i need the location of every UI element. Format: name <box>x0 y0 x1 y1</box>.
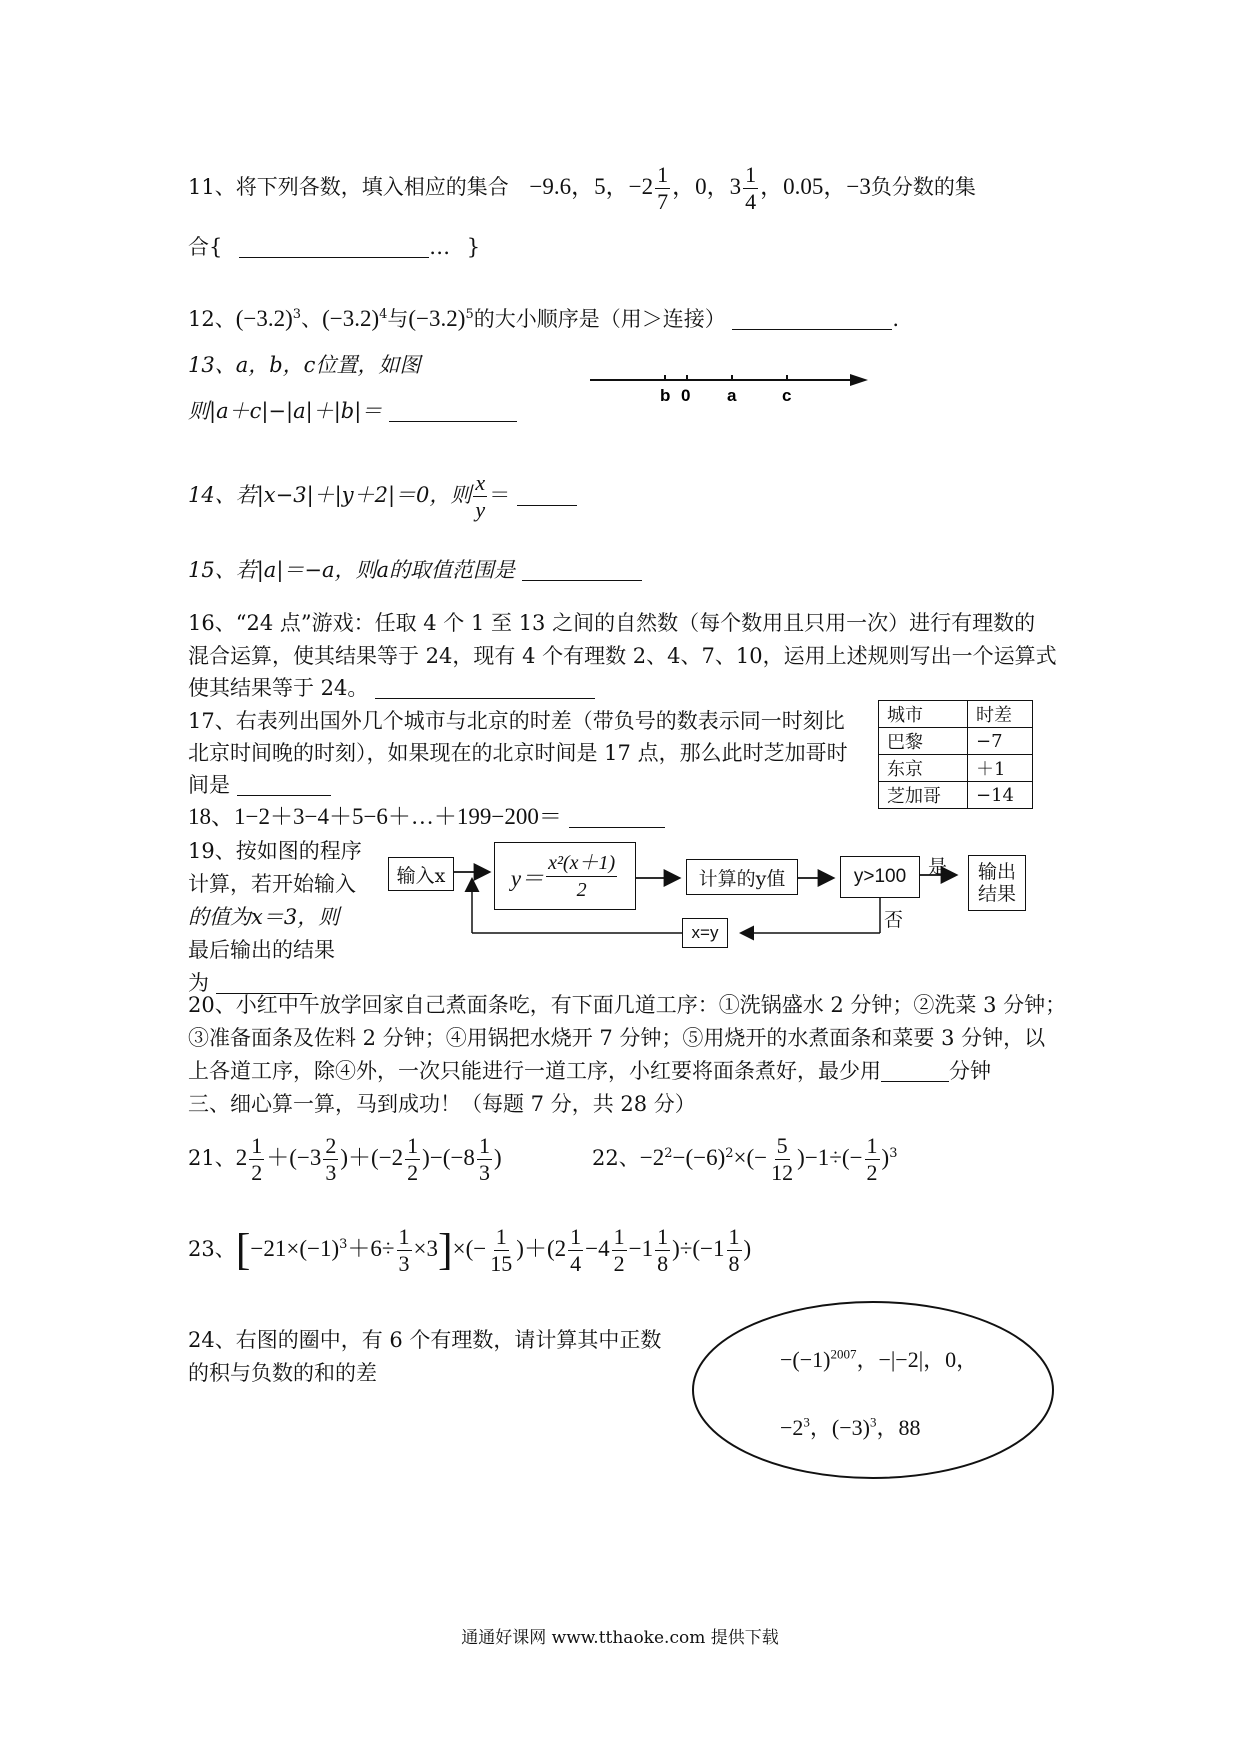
question-17-line1: 17、右表列出国外几个城市与北京的时差（带负号的数表示同一时刻比 <box>188 709 845 733</box>
flow-assign-box: x=y <box>682 918 728 948</box>
question-17-line2: 北京时间晚的时刻），如果现在的北京时间是 17 点，那么此时芝加哥时 <box>188 741 848 765</box>
question-12: 12、$(-3.2)^3$、$(-3.2)^4$与$(-3.2)^5$的大小顺序是（用＞连接） . <box>188 306 900 331</box>
question-19-line1: 19、按如图的程序 <box>188 839 362 863</box>
number-line-label-0: 0 <box>681 386 691 405</box>
time-difference-table <box>878 700 1033 809</box>
number-line-label-a: a <box>727 386 737 405</box>
section-3-title: 三、细心算一算，马到成功！（每题 7 分，共 28 分） <box>188 1092 696 1116</box>
question-20-line1: 20、小红中午放学回家自己煮面条吃，有下面几道工序：①洗锅盛水 2 分钟；②洗菜 3 分钟； <box>188 993 1067 1017</box>
answer-blank-16[interactable] <box>375 676 595 699</box>
flow-yes-label: 是 <box>928 856 948 878</box>
question-18: 18、1−2＋3−4＋5−6＋…＋199−200＝ <box>188 802 665 832</box>
table-header-city: 城市 <box>879 701 968 728</box>
ellipse-line-1: $-(-1)^{2007}$，−|−2|，0， <box>780 1346 979 1372</box>
answer-blank-12[interactable] <box>732 307 892 330</box>
question-16-line3: 使其结果等于 24。 <box>188 673 595 703</box>
question-19-line4: 最后输出的结果 <box>188 938 335 962</box>
answer-blank-13[interactable] <box>389 399 517 422</box>
question-20-line3: 上各道工序，除④外，一次只能进行一道工序，小红要将面条煮好，最少用 分钟 <box>188 1059 991 1083</box>
question-15: 15、若|a|＝−a，则a的取值范围是 <box>188 555 642 585</box>
table-row: 芝加哥 −14 <box>879 782 1033 809</box>
flow-input-box: 输入x <box>388 857 454 891</box>
table-row: 东京 ＋1 <box>879 755 1033 782</box>
number-line <box>590 365 870 410</box>
flow-formula-box: y＝ $\frac{\text{x²(x＋1)}}{2}$ <box>494 842 636 910</box>
table-row: 巴黎 −7 <box>879 728 1033 755</box>
number-line-label-b: b <box>660 386 671 405</box>
question-21: 21、2 $\frac{1}{2}$ ＋(−3 $\frac{2}{3}$ )＋(−2 $\frac{1}{2}$ )−(−8 $\frac{1}{3}$ ) <box>188 1133 502 1185</box>
flow-compute-box: 计算的y值 <box>686 859 798 895</box>
question-16-line2: 混合运算，使其结果等于 24，现有 4 个有理数 2、4、7、10，运用上述规则写出一个运算式 <box>188 644 1057 668</box>
answer-blank-11[interactable] <box>239 235 429 258</box>
question-19-line2: 计算，若开始输入 <box>188 872 356 896</box>
question-11-set: 合{ … } <box>188 235 481 259</box>
answer-blank-17[interactable] <box>237 773 331 796</box>
table-header-diff: 时差 <box>968 701 1033 728</box>
question-19-line3: 的值为x＝3，则 <box>188 905 340 929</box>
ellipse-line-2: $-2^3$，$(-3)^3$，88 <box>780 1414 921 1440</box>
question-24-line2: 的积与负数的和的差 <box>188 1361 377 1385</box>
question-13-expr: 则|a＋c|−|a|＋|b|＝ <box>188 396 517 426</box>
answer-blank-18[interactable] <box>569 805 665 828</box>
flow-condition-box: y>100 <box>840 856 920 898</box>
question-13: 13、a，b，c位置，如图 <box>188 353 421 377</box>
answer-blank-20[interactable] <box>881 1059 949 1082</box>
question-23: 23、[$-21\times(-1)^3+6\div$ $\frac{1}{3}$ ×3]×(− $\frac{1}{15}$ )＋(2 $\frac{1}{4}$ −4 $\frac{1}{2}$ −1 $\frac{1}{8}$ )÷(−1 $\frac{1}{8}$ ) <box>188 1224 752 1276</box>
flow-no-label: 否 <box>884 909 904 931</box>
question-11: 11、将下列各数，填入相应的集合 −9.6，5，−2 $\frac{1}{7}$ ，0，3 $\frac{1}{4}$ ，0.05，−3负分数的集 <box>188 162 976 214</box>
page-footer: 通通好课网 www.tthaoke.com 提供下载 <box>461 1628 779 1648</box>
flow-output-box: 输出 结果 <box>968 855 1026 911</box>
question-17-line3: 间是 <box>188 770 331 800</box>
question-16-line1: 16、“24 点”游戏：任取 4 个 1 至 13 之间的自然数（每个数用且只用一次）进行有理数的 <box>188 611 1036 635</box>
question-22: 22、$-2^2-(-6)^2\times(-$ $\frac{5}{12}$ )−1÷(− $\frac{1}{2}$ )$^3$ <box>592 1133 898 1185</box>
question-20-line2: ③准备面条及佐料 2 分钟；④用锅把水烧开 7 分钟；⑤用烧开的水煮面条和菜要 3 分钟，以 <box>188 1026 1046 1050</box>
answer-blank-14[interactable] <box>517 483 577 506</box>
question-19-line5: 为 <box>188 968 312 998</box>
question-24-line1: 24、右图的圈中，有 6 个有理数，请计算其中正数 <box>188 1328 662 1352</box>
number-ellipse <box>690 1300 1060 1482</box>
answer-blank-15[interactable] <box>522 558 642 581</box>
number-line-label-c: c <box>782 386 792 405</box>
question-14: 14、若|x−3|＋|y＋2|＝0，则 $\frac{x}{y}$ ＝ <box>188 470 577 523</box>
